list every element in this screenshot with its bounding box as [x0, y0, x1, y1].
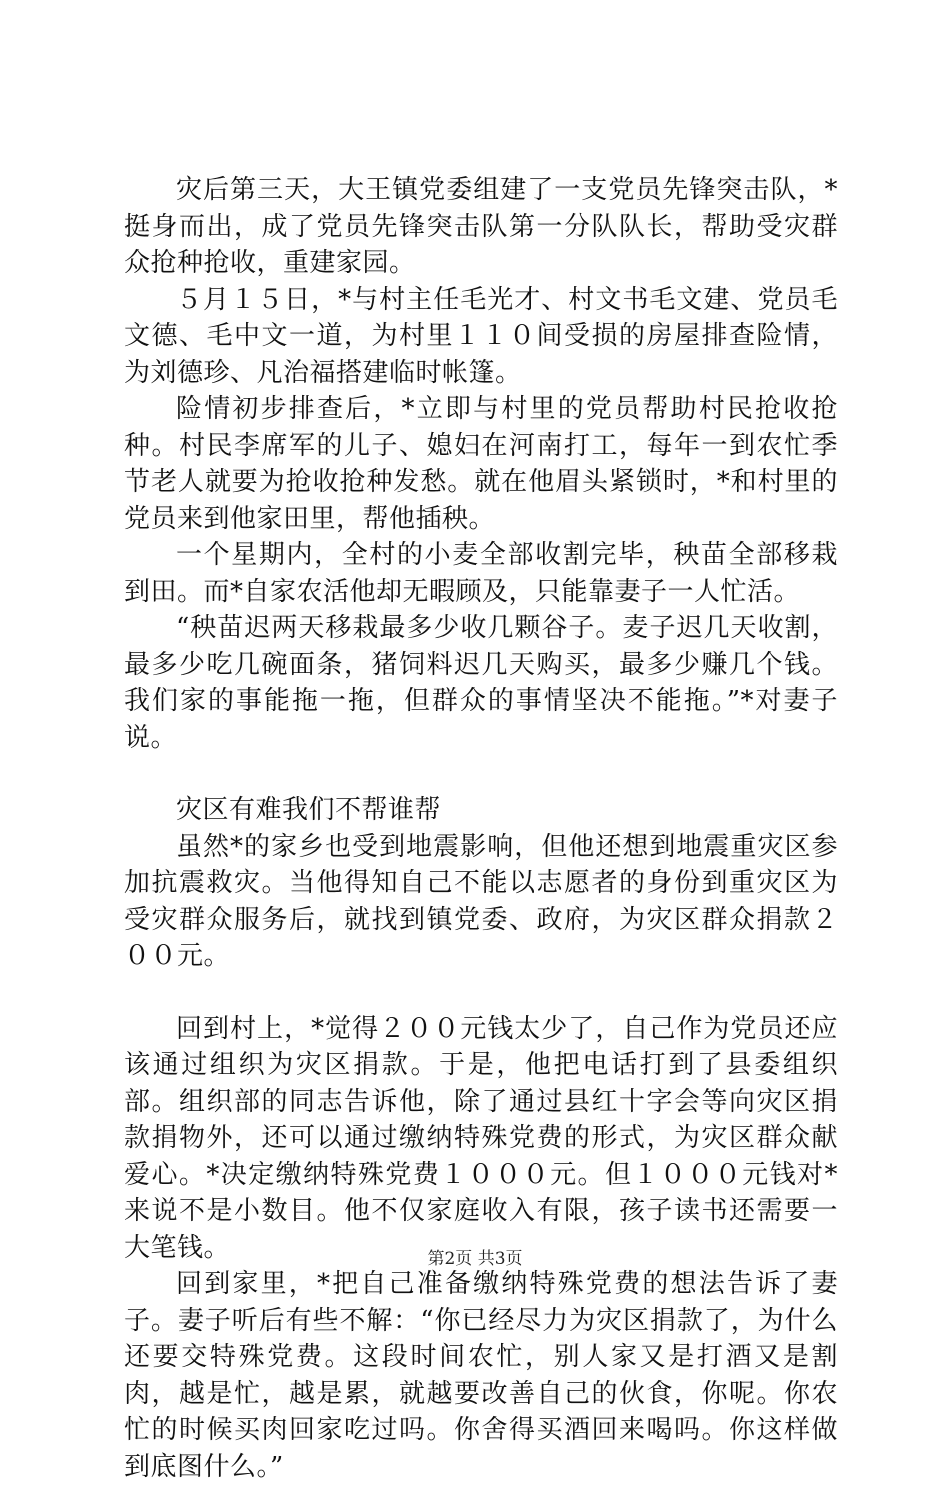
paragraph-house-inspection: ５月１５日，*与村主任毛光才、村文书毛文建、党员毛文德、毛中文一道，为村里１１０间受损的房屋排查险情，为刘德珍、凡治福搭建临时帐篷。 — [124, 284, 838, 388]
paragraph-special-party-fee: 回到村上，*觉得２００元钱太少了，自己作为党员还应该通过组织为灾区捐款。于是，他把电话打到了县委组织部。组织部的同志告诉他，除了通过县红十字会等向灾区捐款捐物外，还可以通过缴纳特殊党费的形式，为灾区群众献爱心。*决定缴纳特殊党费１０００元。但１０００元钱对*来说不是小数目。他不仅家庭收入有限，孩子读书还需要一大笔钱。 — [124, 1013, 838, 1263]
paragraph-donation: 虽然*的家乡也受到地震影响，但他还想到地震重灾区参加抗震救灾。当他得知自己不能以志愿者的身份到重灾区为受灾群众服务后，就找到镇党委、政府，为灾区群众捐款２００元。 — [124, 831, 838, 971]
paragraph-harvest-help: 险情初步排查后，*立即与村里的党员帮助村民抢收抢种。村民李席军的儿子、媳妇在河南打工，每年一到农忙季节老人就要为抢收抢种发愁。就在他眉头紧锁时，*和村里的党员来到他家田里，帮他插秧。 — [124, 394, 838, 534]
document-body — [124, 172, 838, 1485]
paragraph-quote-to-wife: “秧苗迟两天移栽最多少收几颗谷子。麦子迟几天收割，最多少吃几碗面条，猪饲料迟几天购买，最多少赚几个钱。我们家的事能拖一拖，但群众的事情坚决不能拖。”*对妻子说。 — [124, 613, 838, 753]
paragraph-wife-response: 回到家里，*把自己准备缴纳特殊党费的想法告诉了妻子。妻子听后有些不解：“你已经尽力为灾区捐款了，为什么还要交特殊党费。这段时间农忙，别人家又是打酒又是割肉，越是忙，越是累，就越要改善自己的伙食，你呢。你农忙的时候买肉回家吃过吗。你舍得买酒回来喝吗。你这样做到底图什么。” — [124, 1269, 838, 1482]
page-footer: 第2页 共3页 — [427, 1249, 523, 1269]
paragraph-commando-team: 灾后第三天，大王镇党委组建了一支党员先锋突击队，*挺身而出，成了党员先锋突击队第一分队队长，帮助受灾群众抢种抢收，重建家园。 — [124, 175, 838, 278]
spacer — [124, 975, 838, 1011]
section-heading: 灾区有难我们不帮谁帮 — [176, 795, 442, 825]
spacer — [124, 756, 838, 792]
paragraph-week-complete: 一个星期内，全村的小麦全部收割完毕，秧苗全部移栽到田。而*自家农活他却无暇顾及，只能靠妻子一人忙活。 — [124, 540, 838, 607]
